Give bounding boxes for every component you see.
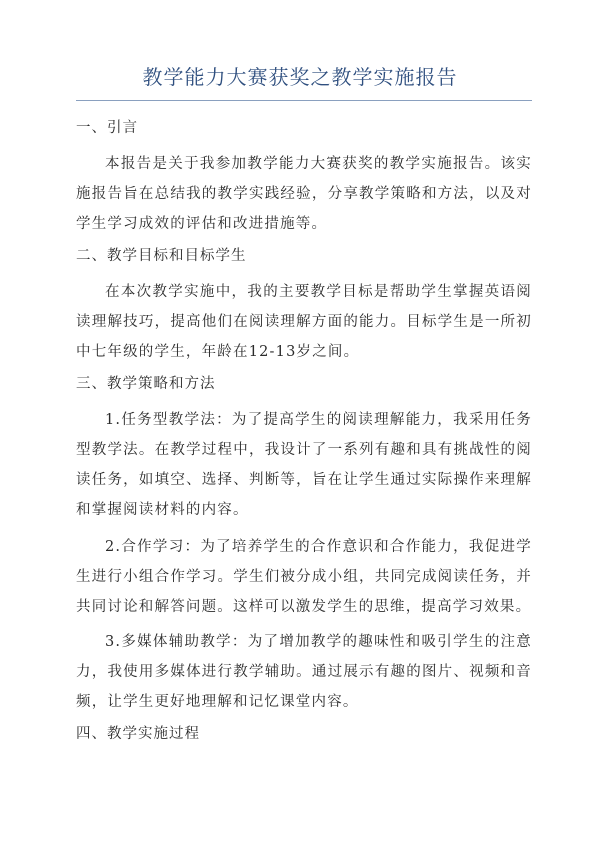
section-heading-introduction: 一、引言 (76, 120, 138, 136)
section-heading-goals: 二、教学目标和目标学生 (76, 248, 247, 264)
section-heading-strategies: 三、教学策略和方法 (76, 376, 216, 392)
page-title: 教学能力大赛获奖之教学实施报告 (142, 65, 458, 89)
title-divider (76, 100, 532, 101)
paragraph-goals: 在本次教学实施中，我的主要教学目标是帮助学生掌握英语阅读理解技巧，提高他们在阅读理解方面的能力。目标学生是一所初中七年级的学生，年龄在12-13岁之间。 (76, 284, 532, 360)
paragraph-strategy-multimedia: 3.多媒体辅助教学：为了增加教学的趣味性和吸引学生的注意力，我使用多媒体进行教学辅助。通过展示有趣的图片、视频和音频，让学生更好地理解和记忆课堂内容。 (76, 634, 532, 710)
section-heading-implementation: 四、教学实施过程 (76, 726, 200, 742)
paragraph-introduction: 本报告是关于我参加教学能力大赛获奖的教学实施报告。该实施报告旨在总结我的教学实践经验，分享教学策略和方法，以及对学生学习成效的评估和改进措施等。 (76, 156, 532, 232)
paragraph-strategy-cooperative: 2.合作学习：为了培养学生的合作意识和合作能力，我促进学生进行小组合作学习。学生们被分成小组，共同完成阅读任务，并共同讨论和解答问题。这样可以激发学生的思维，提高学习效果。 (76, 539, 532, 615)
paragraph-strategy-task-based: 1.任务型教学法：为了提高学生的阅读理解能力，我采用任务型教学法。在教学过程中，我设计了一系列有趣和具有挑战性的阅读任务，如填空、选择、判断等，旨在让学生通过实际操作来理解和掌握阅读材料的内容。 (76, 412, 532, 518)
